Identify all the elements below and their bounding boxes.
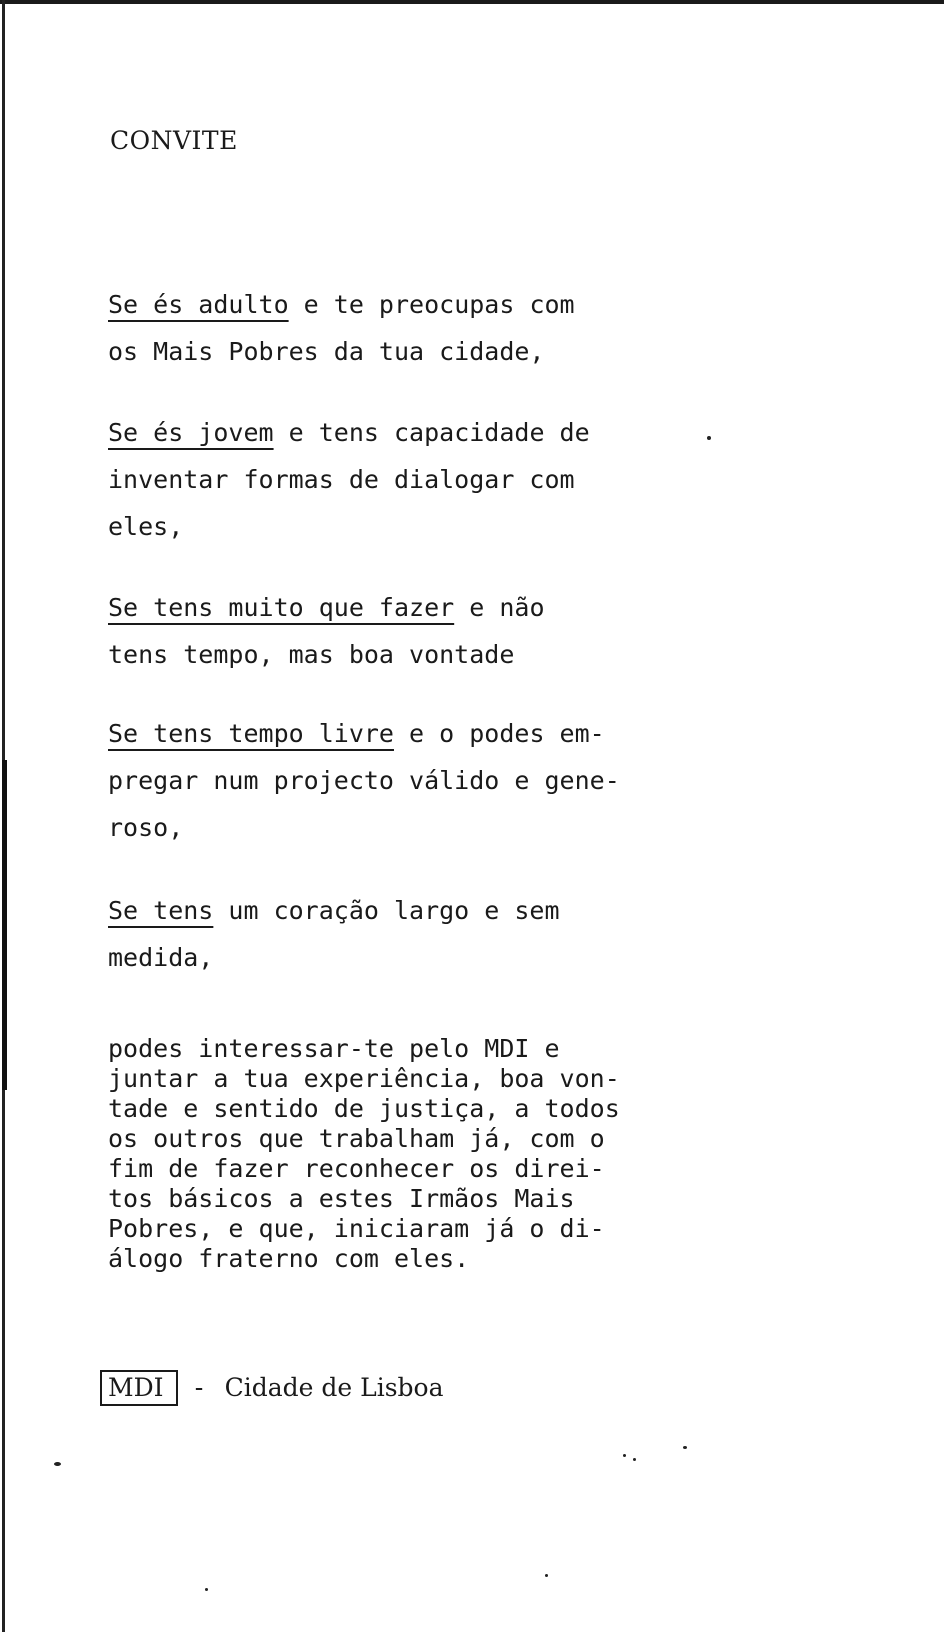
- stanza-rest: e o podes em-: [393, 719, 605, 748]
- stanza-line: medida,: [108, 943, 214, 972]
- stanza-rest: um coração largo e sem: [213, 896, 560, 925]
- stanza-rest: e não: [454, 593, 545, 622]
- stanza-line: roso,: [108, 813, 184, 842]
- signature-dash: -: [191, 1373, 207, 1402]
- stanza-line: eles,: [108, 512, 184, 541]
- stanza-lead: Se és jovem: [108, 418, 274, 447]
- paragraph-line: fim de fazer reconhecer os direi-: [108, 1154, 605, 1183]
- stanza-muito-que-fazer: [108, 584, 545, 678]
- stanza-lead: Se tens muito que fazer: [108, 593, 455, 622]
- paragraph-line: Pobres, e que, iniciaram já o di-: [108, 1214, 605, 1243]
- mdi-boxed-label: MDI: [100, 1370, 178, 1406]
- stanza-first-line: [108, 584, 545, 631]
- signature: [100, 1370, 444, 1406]
- paragraph-line: álogo fraterno com eles.: [108, 1244, 470, 1273]
- stanza-jovem: [108, 409, 590, 550]
- paragraph-line: podes interessar-te pelo MDI e: [108, 1034, 560, 1063]
- scan-speck: [545, 1574, 548, 1577]
- stanza-rest: e tens capacidade de: [273, 418, 590, 447]
- document-title: CONVITE: [110, 126, 238, 155]
- paragraph-line: tos básicos a estes Irmãos Mais: [108, 1184, 575, 1213]
- stanza-tempo-livre: [108, 710, 620, 851]
- paragraph-line: tade e sentido de justiça, a todos: [108, 1094, 620, 1123]
- stanza-line: tens tempo, mas boa vontade: [108, 640, 515, 669]
- stanza-line: inventar formas de dialogar com: [108, 465, 575, 494]
- stanza-first-line: [108, 281, 575, 328]
- scan-speck: [683, 1446, 687, 1449]
- stanza-first-line: [108, 710, 620, 757]
- paragraph-line: juntar a tua experiência, boa von-: [108, 1064, 620, 1093]
- stanza-line: os Mais Pobres da tua cidade,: [108, 337, 545, 366]
- scan-speck: [623, 1454, 626, 1457]
- scan-speck: [205, 1588, 208, 1591]
- stanza-first-line: [108, 409, 590, 456]
- stanza-rest: e te preocupas com: [288, 290, 575, 319]
- paragraph-line: os outros que trabalham já, com o: [108, 1124, 605, 1153]
- stanza-first-line: [108, 887, 560, 934]
- stanza-adulto: [108, 281, 575, 375]
- stanza-lead: Se és adulto: [108, 290, 289, 319]
- scan-speck: [54, 1462, 61, 1466]
- stanza-lead: Se tens: [108, 896, 214, 925]
- scan-speck: [707, 436, 711, 440]
- scan-edge-left-shadow: [2, 760, 7, 1090]
- scan-edge-top: [0, 0, 944, 4]
- signature-city: Cidade de Lisboa: [224, 1373, 444, 1402]
- stanza-lead: Se tens tempo livre: [108, 719, 394, 748]
- closing-paragraph: [108, 1034, 620, 1274]
- scan-speck: [633, 1458, 636, 1461]
- stanza-line: pregar num projecto válido e gene-: [108, 766, 620, 795]
- stanza-coracao: [108, 887, 560, 981]
